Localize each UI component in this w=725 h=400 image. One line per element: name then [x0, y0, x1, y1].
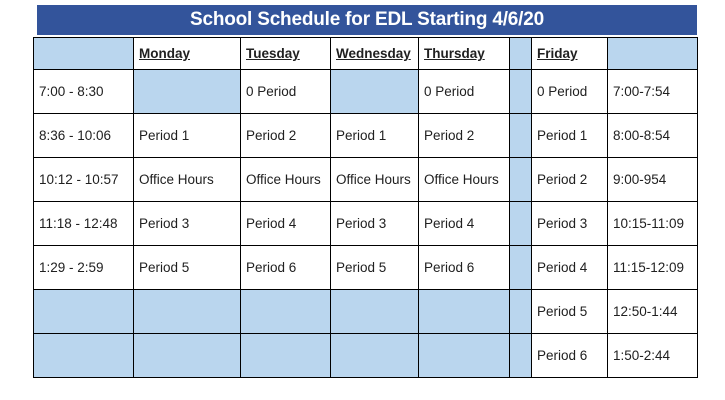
- cell-friday[interactable]: Period 1: [532, 114, 608, 158]
- cell-wednesday[interactable]: Period 1: [331, 114, 419, 158]
- header-label-thursday: Thursday: [424, 46, 485, 61]
- schedule-title-banner: [37, 5, 697, 35]
- cell-thursday[interactable]: 0 Period: [419, 70, 510, 114]
- cell-friday-time[interactable]: 9:00-954: [608, 158, 698, 202]
- cell-time[interactable]: 10:12 - 10:57: [34, 158, 134, 202]
- cell-friday-time[interactable]: 1:50-2:44: [608, 334, 698, 378]
- table-row: [34, 334, 698, 378]
- header-label-tuesday: Tuesday: [246, 46, 300, 61]
- table-row: [34, 70, 698, 114]
- header-cell-time: [34, 38, 134, 70]
- cell-time[interactable]: 7:00 - 8:30: [34, 70, 134, 114]
- table-row: [34, 114, 698, 158]
- cell-thursday[interactable]: [419, 334, 510, 378]
- cell-tuesday[interactable]: Period 4: [241, 202, 331, 246]
- schedule-table: [33, 37, 698, 378]
- cell-time[interactable]: 11:18 - 12:48: [34, 202, 134, 246]
- cell-tuesday[interactable]: Office Hours: [241, 158, 331, 202]
- header-cell-friday-time: [608, 38, 698, 70]
- header-cell-monday: [134, 38, 241, 70]
- cell-friday-time[interactable]: 8:00-8:54: [608, 114, 698, 158]
- table-body: [34, 70, 698, 378]
- cell-thursday[interactable]: Period 4: [419, 202, 510, 246]
- cell-gap[interactable]: [510, 334, 532, 378]
- cell-wednesday[interactable]: Period 3: [331, 202, 419, 246]
- cell-thursday[interactable]: Period 6: [419, 246, 510, 290]
- cell-monday[interactable]: [134, 334, 241, 378]
- cell-thursday[interactable]: Office Hours: [419, 158, 510, 202]
- cell-monday[interactable]: Period 1: [134, 114, 241, 158]
- cell-time[interactable]: 1:29 - 2:59: [34, 246, 134, 290]
- header-cell-spacer: [510, 38, 532, 70]
- cell-tuesday[interactable]: 0 Period: [241, 70, 331, 114]
- cell-friday[interactable]: Period 5: [532, 290, 608, 334]
- cell-gap[interactable]: [510, 158, 532, 202]
- cell-gap[interactable]: [510, 114, 532, 158]
- cell-time[interactable]: [34, 334, 134, 378]
- page-title: School Schedule for EDL Starting 4/6/20: [190, 9, 544, 30]
- cell-gap[interactable]: [510, 70, 532, 114]
- table-row: [34, 246, 698, 290]
- cell-tuesday[interactable]: [241, 290, 331, 334]
- cell-time[interactable]: 8:36 - 10:06: [34, 114, 134, 158]
- header-cell-tuesday: [241, 38, 331, 70]
- cell-friday[interactable]: Period 3: [532, 202, 608, 246]
- cell-monday[interactable]: [134, 70, 241, 114]
- cell-wednesday[interactable]: [331, 70, 419, 114]
- header-label-monday: Monday: [139, 46, 191, 61]
- cell-tuesday[interactable]: Period 2: [241, 114, 331, 158]
- cell-gap[interactable]: [510, 290, 532, 334]
- header-cell-wednesday: [331, 38, 419, 70]
- header-cell-thursday: [419, 38, 510, 70]
- table-header-row: [34, 38, 698, 70]
- cell-tuesday[interactable]: Period 6: [241, 246, 331, 290]
- table-row: [34, 158, 698, 202]
- header-cell-friday: [532, 38, 608, 70]
- cell-friday-time[interactable]: 11:15-12:09: [608, 246, 698, 290]
- header-label-friday: Friday: [537, 46, 578, 61]
- cell-monday[interactable]: Period 3: [134, 202, 241, 246]
- cell-friday[interactable]: Period 2: [532, 158, 608, 202]
- cell-time[interactable]: [34, 290, 134, 334]
- cell-thursday[interactable]: [419, 290, 510, 334]
- cell-monday[interactable]: Period 5: [134, 246, 241, 290]
- cell-wednesday[interactable]: Period 5: [331, 246, 419, 290]
- header-label-wednesday: Wednesday: [336, 46, 411, 61]
- cell-thursday[interactable]: Period 2: [419, 114, 510, 158]
- cell-friday[interactable]: 0 Period: [532, 70, 608, 114]
- cell-monday[interactable]: Office Hours: [134, 158, 241, 202]
- table-row: [34, 202, 698, 246]
- cell-friday[interactable]: Period 4: [532, 246, 608, 290]
- cell-gap[interactable]: [510, 246, 532, 290]
- cell-gap[interactable]: [510, 202, 532, 246]
- cell-friday[interactable]: Period 6: [532, 334, 608, 378]
- cell-friday-time[interactable]: 7:00-7:54: [608, 70, 698, 114]
- cell-wednesday[interactable]: [331, 290, 419, 334]
- cell-friday-time[interactable]: 12:50-1:44: [608, 290, 698, 334]
- cell-tuesday[interactable]: [241, 334, 331, 378]
- cell-monday[interactable]: [134, 290, 241, 334]
- cell-wednesday[interactable]: [331, 334, 419, 378]
- table-row: [34, 290, 698, 334]
- cell-wednesday[interactable]: Office Hours: [331, 158, 419, 202]
- cell-friday-time[interactable]: 10:15-11:09: [608, 202, 698, 246]
